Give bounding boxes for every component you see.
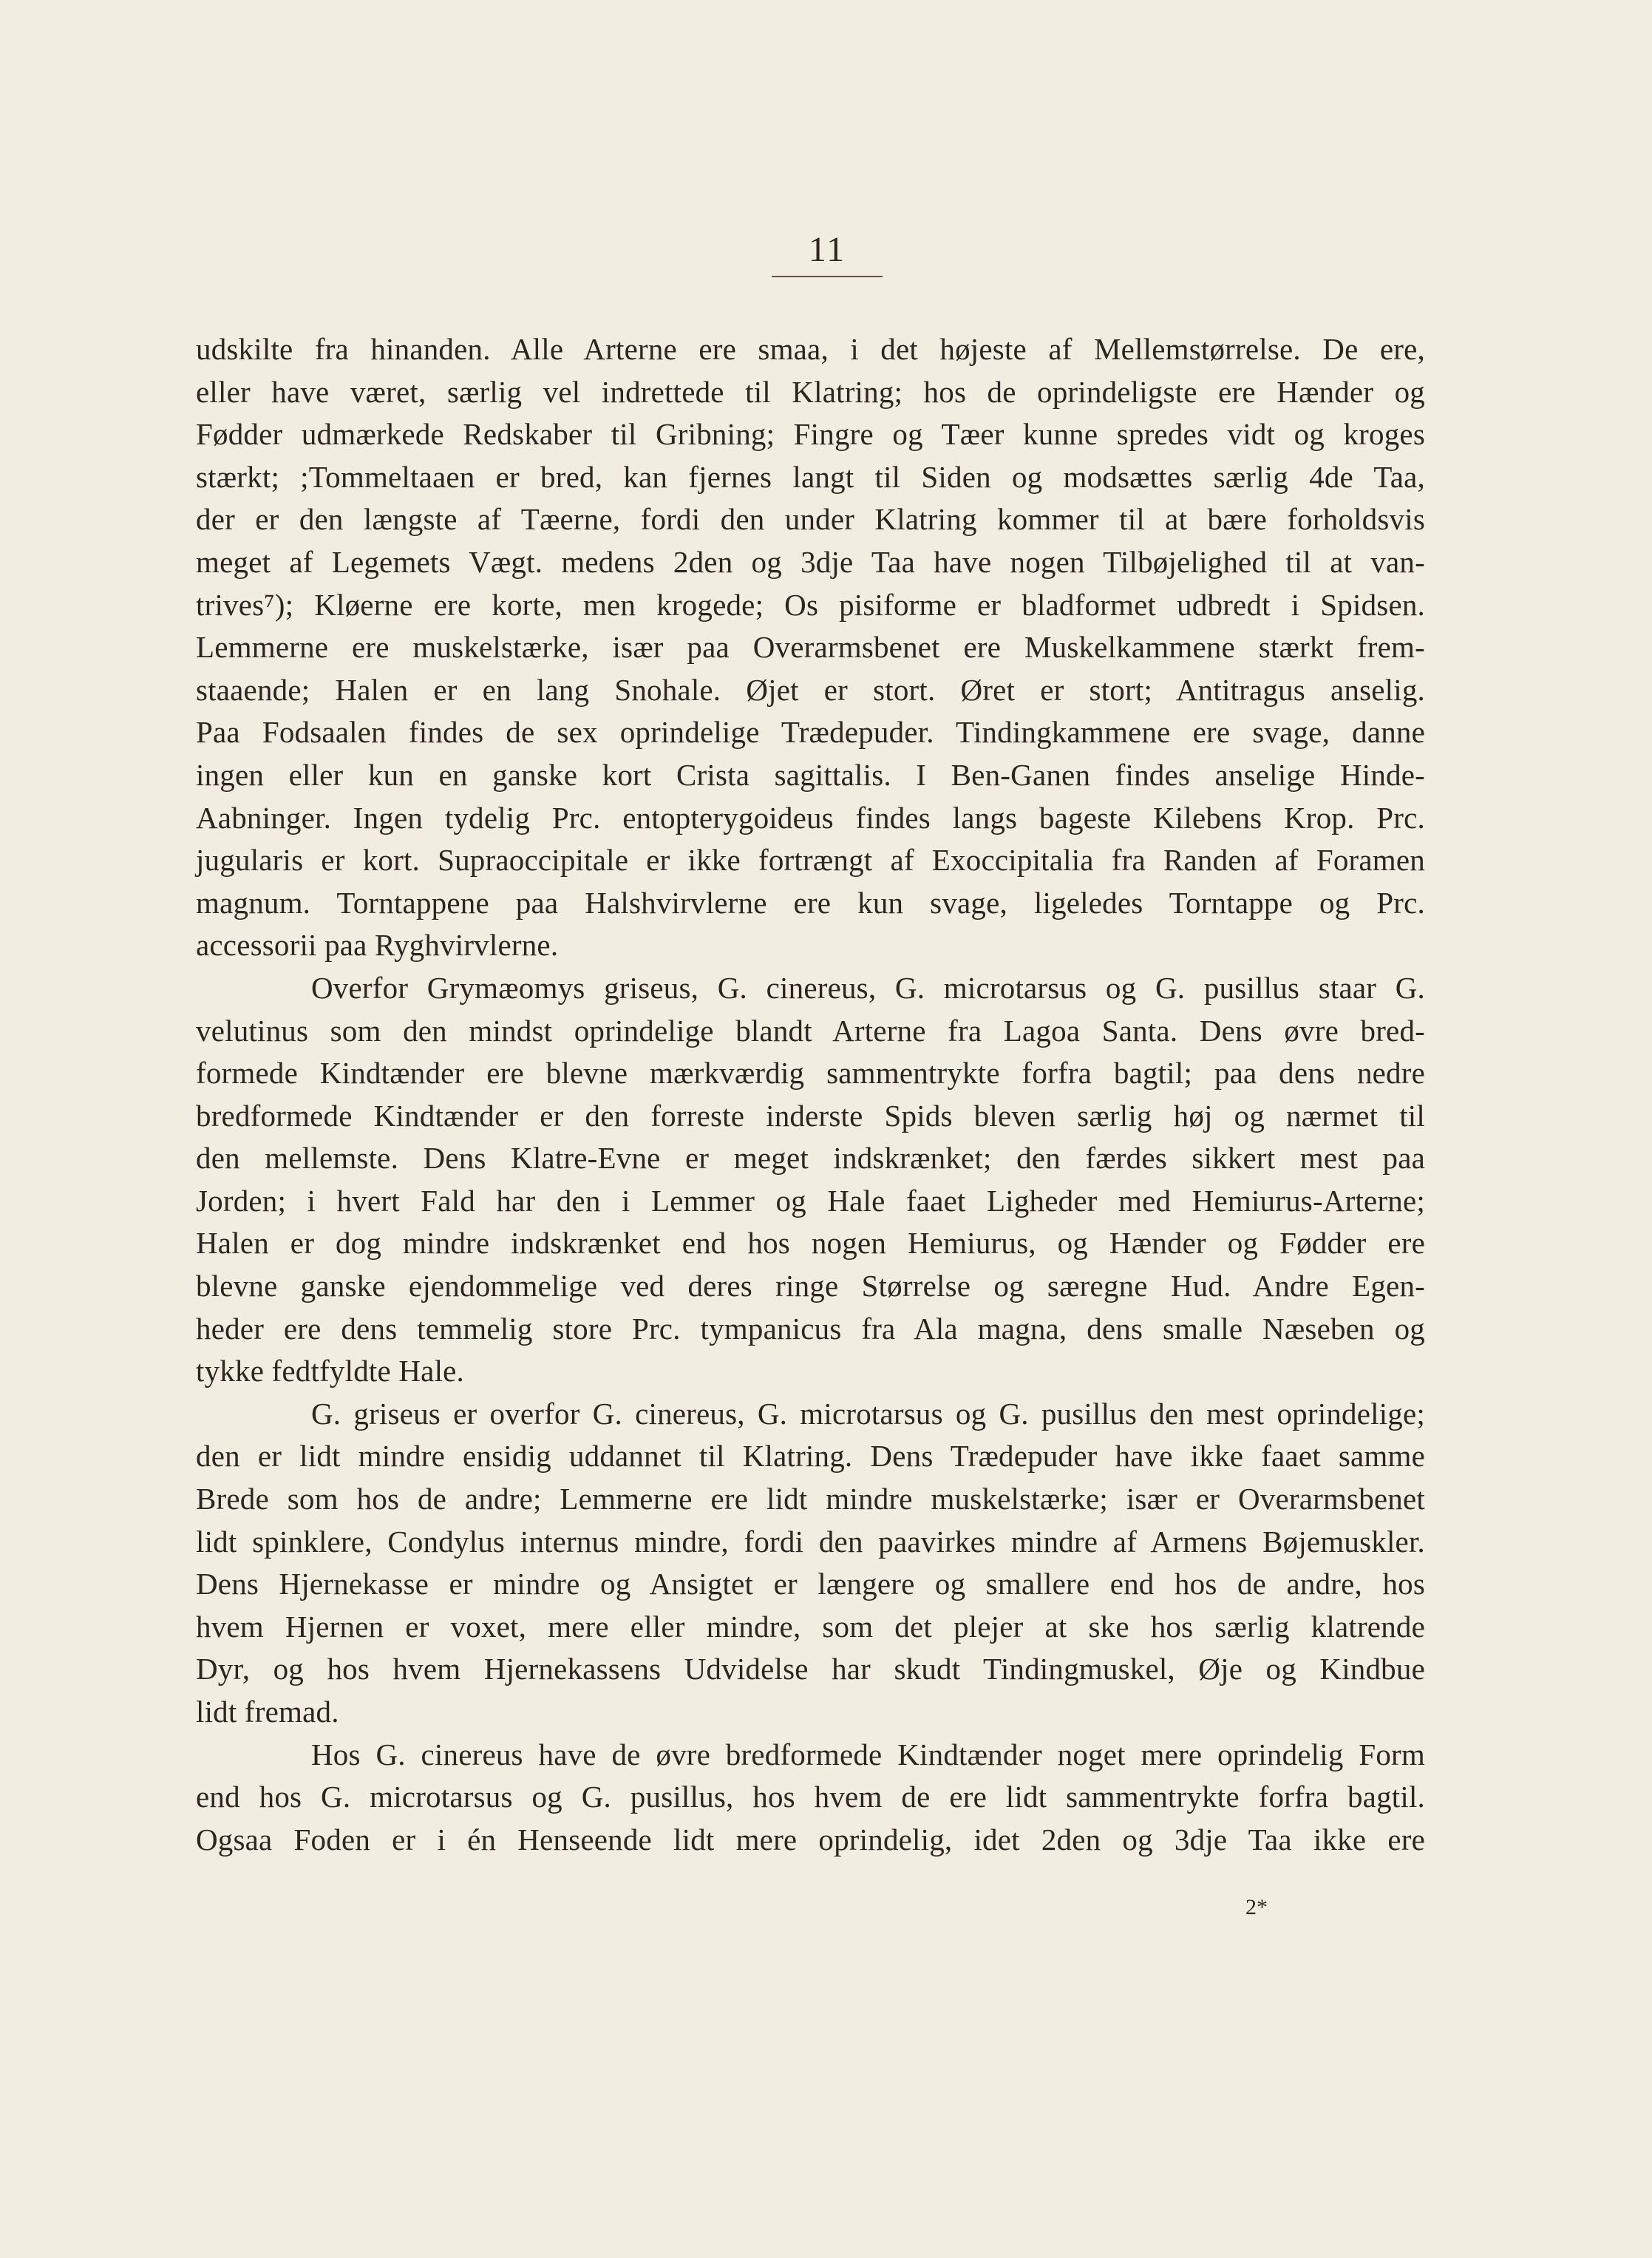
text-line: formede Kindtænder ere blevne mærkværdig sammentrykte forfra bagtil; paa dens nedre xyxy=(196,1056,1425,1091)
text-line: der er den længste af Tæerne, fordi den under Klatring kommer til at bære forholdsvis xyxy=(196,502,1425,537)
header-rule xyxy=(772,276,883,277)
paragraph-3 xyxy=(196,1393,1425,1734)
text-line: magnum. Torntappene paa Halshvirvlerne ere kun svage, ligeledes Torntappe og Prc. xyxy=(196,885,1425,920)
text-line: eller have været, særlig vel indrettede til Klatring; hos de oprindeligste ere Hænder og xyxy=(196,374,1425,409)
text-line: G. griseus er overfor G. cinereus, G. microtarsus og G. pusillus den mest oprindelige; xyxy=(311,1396,1425,1431)
text-line: Fødder udmærkede Redskaber til Gribning; Fingre og Tæer kunne spredes vidt og kroges xyxy=(196,417,1425,452)
signature-mark: 2* xyxy=(1245,1895,1268,1919)
text-line: tykke fedtfyldte Hale. xyxy=(196,1354,465,1389)
text-line: udskilte fra hinanden. Alle Arterne ere smaa, i det højeste af Mellemstørrelse. De ere, xyxy=(196,332,1425,366)
body-text xyxy=(196,328,1425,1861)
text-line: velutinus som den mindst oprindelige blandt Arterne fra Lagoa Santa. Dens øvre bred- xyxy=(196,1013,1425,1048)
text-line: Lemmerne ere muskelstærke, især paa Overarmsbenet ere Muskelkammene stærkt frem- xyxy=(196,630,1425,665)
text-line: accessorii paa Ryghvirvlerne. xyxy=(196,928,559,963)
text-line: stærkt; ;Tommeltaaen er bred, kan fjernes langt til Siden og modsættes særlig 4de Taa, xyxy=(196,459,1425,494)
text-line: blevne ganske ejendommelige ved deres ringe Størrelse og særegne Hud. Andre Egen- xyxy=(196,1269,1425,1303)
text-line: Overfor Grymæomys griseus, G. cinereus, G. microtarsus og G. pusillus staar G. xyxy=(311,970,1425,1005)
text-line: Paa Fodsaalen findes de sex oprindelige Trædepuder. Tindingkammene ere svage, danne xyxy=(196,715,1425,750)
text-line: Dyr, og hos hvem Hjernekassens Udvidelse har skudt Tindingmuskel, Øje og Kindbue xyxy=(196,1652,1425,1686)
text-line: Dens Hjernekasse er mindre og Ansigtet er længere og smallere end hos de andre, hos xyxy=(196,1567,1425,1601)
text-line: den mellemste. Dens Klatre-Evne er meget indskrænket; den færdes sikkert mest paa xyxy=(196,1141,1425,1176)
text-line: Hos G. cinereus have de øvre bredformede Kindtænder noget mere oprindelig Form xyxy=(311,1737,1425,1772)
text-line: ingen eller kun en ganske kort Crista sagittalis. I Ben-Ganen findes anselige Hinde- xyxy=(196,757,1425,792)
text-line: Ogsaa Foden er i én Henseende lidt mere oprindelig, idet 2den og 3dje Taa ikke ere xyxy=(196,1822,1425,1857)
text-line: lidt fremad. xyxy=(196,1695,339,1729)
text-line: end hos G. microtarsus og G. pusillus, hos hvem de ere lidt sammentrykte forfra bagtil. xyxy=(196,1780,1425,1814)
text-line: den er lidt mindre ensidig uddannet til Klatring. Dens Trædepuder have ikke faaet samme xyxy=(196,1439,1425,1474)
text-line: heder ere dens temmelig store Prc. tympanicus fra Ala magna, dens smalle Næseben og xyxy=(196,1311,1425,1346)
text-line: Jorden; i hvert Fald har den i Lemmer og Hale faaet Ligheder med Hemiurus-Arterne; xyxy=(196,1183,1425,1218)
text-line: staaende; Halen er en lang Snohale. Øjet er stort. Øret er stort; Antitragus anselig. xyxy=(196,672,1425,707)
text-line: Brede som hos de andre; Lemmerne ere lidt mindre muskelstærke; især er Overarmsbenet xyxy=(196,1482,1425,1516)
text-line: Aabninger. Ingen tydelig Prc. entopterygoideus findes langs bageste Kilebens Krop. Prc. xyxy=(196,800,1425,835)
text-line: trives⁷); Kløerne ere korte, men krogede; Os pisiforme er bladformet udbredt i Spidsen. xyxy=(196,587,1425,622)
text-line: Halen er dog mindre indskrænket end hos nogen Hemiurus, og Hænder og Fødder ere xyxy=(196,1226,1425,1261)
text-line: meget af Legemets Vægt. medens 2den og 3dje Taa have nogen Tilbøjelighed til at van- xyxy=(196,544,1425,579)
text-line: jugularis er kort. Supraoccipitale er ikke fortrængt af Exoccipitalia fra Randen af Foramen xyxy=(196,843,1425,878)
paragraph-4 xyxy=(196,1734,1425,1862)
text-line: bredformede Kindtænder er den forreste inderste Spids bleven særlig høj og nærmet til xyxy=(196,1098,1425,1133)
paragraph-1 xyxy=(196,328,1425,967)
paragraph-2 xyxy=(196,967,1425,1010)
text-line: lidt spinklere, Condylus internus mindre, fordi den paavirkes mindre af Armens Bøjemuskler. xyxy=(196,1524,1425,1559)
page-number: 11 xyxy=(808,230,846,269)
text-line: hvem Hjernen er voxet, mere eller mindre, som det plejer at ske hos særlig klatrende xyxy=(196,1609,1425,1644)
paragraph-2-cont xyxy=(196,1010,1425,1393)
